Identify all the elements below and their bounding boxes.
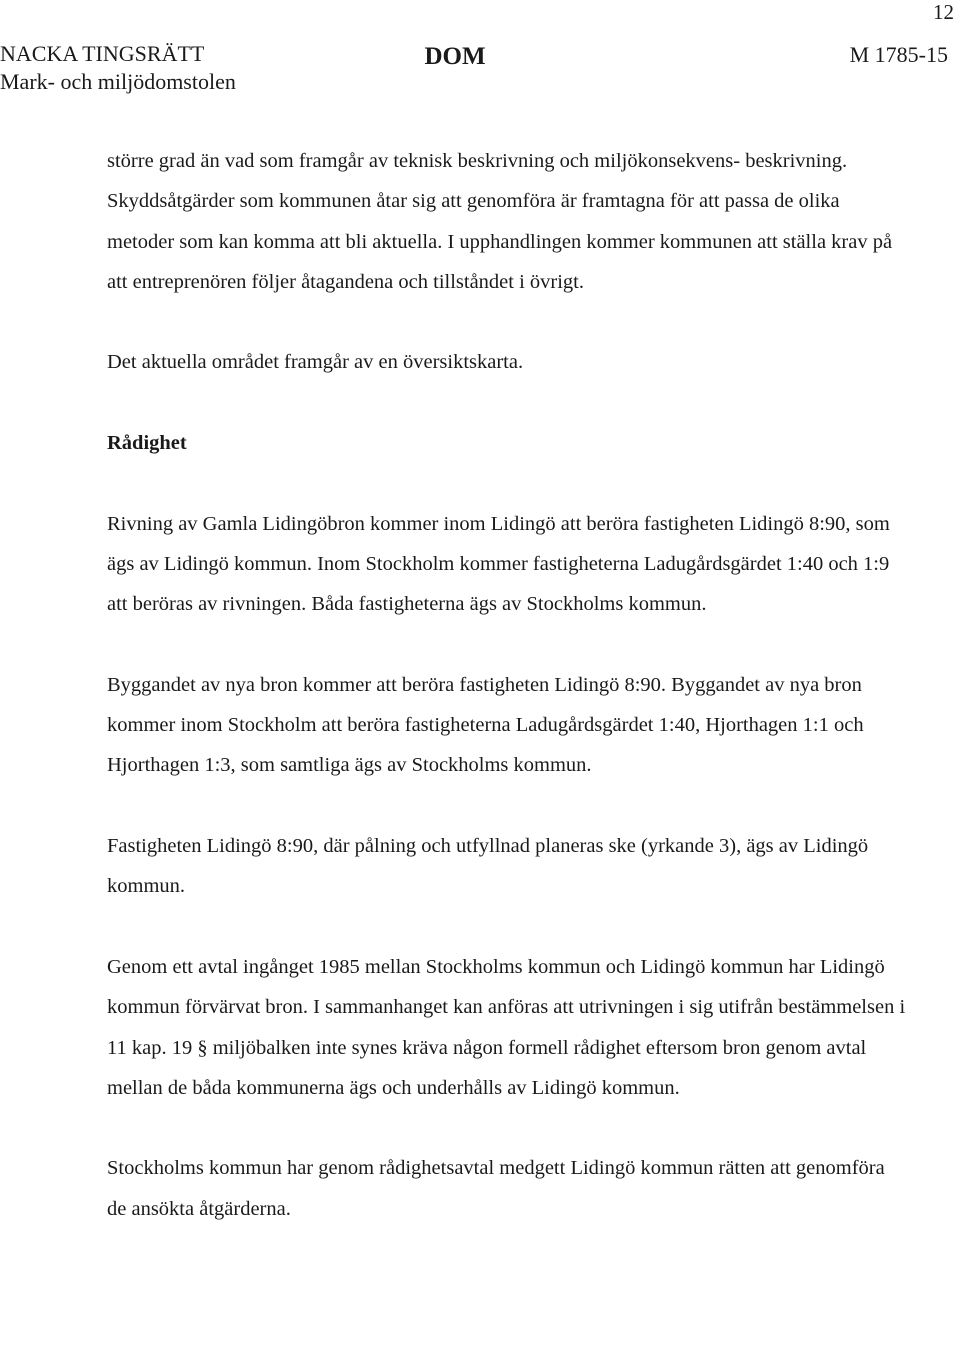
paragraph-fastigheten: Fastigheten Lidingö 8:90, där pålning och utfyllnad planeras ske (yrkande 3), ägs av Lidingö kommun. — [107, 835, 869, 898]
document-body — [107, 141, 907, 1229]
document-header — [0, 40, 960, 100]
paragraph-oversiktskarta: Det aktuella området framgår av en översiktskarta. — [107, 351, 524, 374]
document-type: DOM — [424, 43, 486, 70]
paragraph-radighetsavtal: Stockholms kommun har genom rådighetsavtal medgett Lidingö kommun rätten att genomföra de ansökta åtgärderna. — [107, 1157, 885, 1220]
court-division: Mark- och miljödomstolen — [0, 69, 236, 94]
court-name: NACKA TINGSRÄTT — [0, 41, 205, 66]
court-block — [0, 40, 236, 96]
paragraph-avtal-1985: Genom ett avtal ingånget 1985 mellan Stockholms kommun och Lidingö kommun har Lidingö kommun förvärvat bron. I sammanhanget kan anföras att utrivningen i sig utifrån bestämmelsen i 11 kap. 19 § miljöbalken inte synes kräva någon formell rådighet eftersom bron genom avtal mellan de båda kommunerna ägs och underhålls av Lidingö kommun. — [107, 955, 906, 1099]
case-number: M 1785-15 — [849, 42, 948, 67]
paragraph-byggandet: Byggandet av nya bron kommer att beröra fastigheten Lidingö 8:90. Byggandet av nya bron kommer inom Stockholm att beröra fastigheterna Ladugårdsgärdet 1:40, Hjorthagen 1:1 och Hjorthagen 1:3, som samtliga ägs av Stockholms kommun. — [107, 673, 864, 777]
paragraph-rivning: Rivning av Gamla Lidingöbron kommer inom Lidingö att beröra fastigheten Lidingö 8:90, som ägs av Lidingö kommun. Inom Stockholm kommer fastigheterna Ladugårdsgärdet 1:40 och 1:9 att beröras av rivningen. Båda fastigheterna ägs av Stockholms kommun. — [107, 512, 890, 616]
paragraph-skyddsatgarder: större grad än vad som framgår av teknisk beskrivning och miljökonsekvens- beskrivning. Skyddsåtgärder som kommunen åtar sig att genomföra är framtagna för att passa de olika metoder som kan komma att bli aktuella. I upphandlingen kommer kommunen att ställa krav på att entreprenören följer åtagandena och tillståndet i övrigt. — [107, 150, 893, 293]
page-number: 12 — [933, 0, 954, 24]
section-heading-radighet: Rådighet — [107, 432, 187, 455]
